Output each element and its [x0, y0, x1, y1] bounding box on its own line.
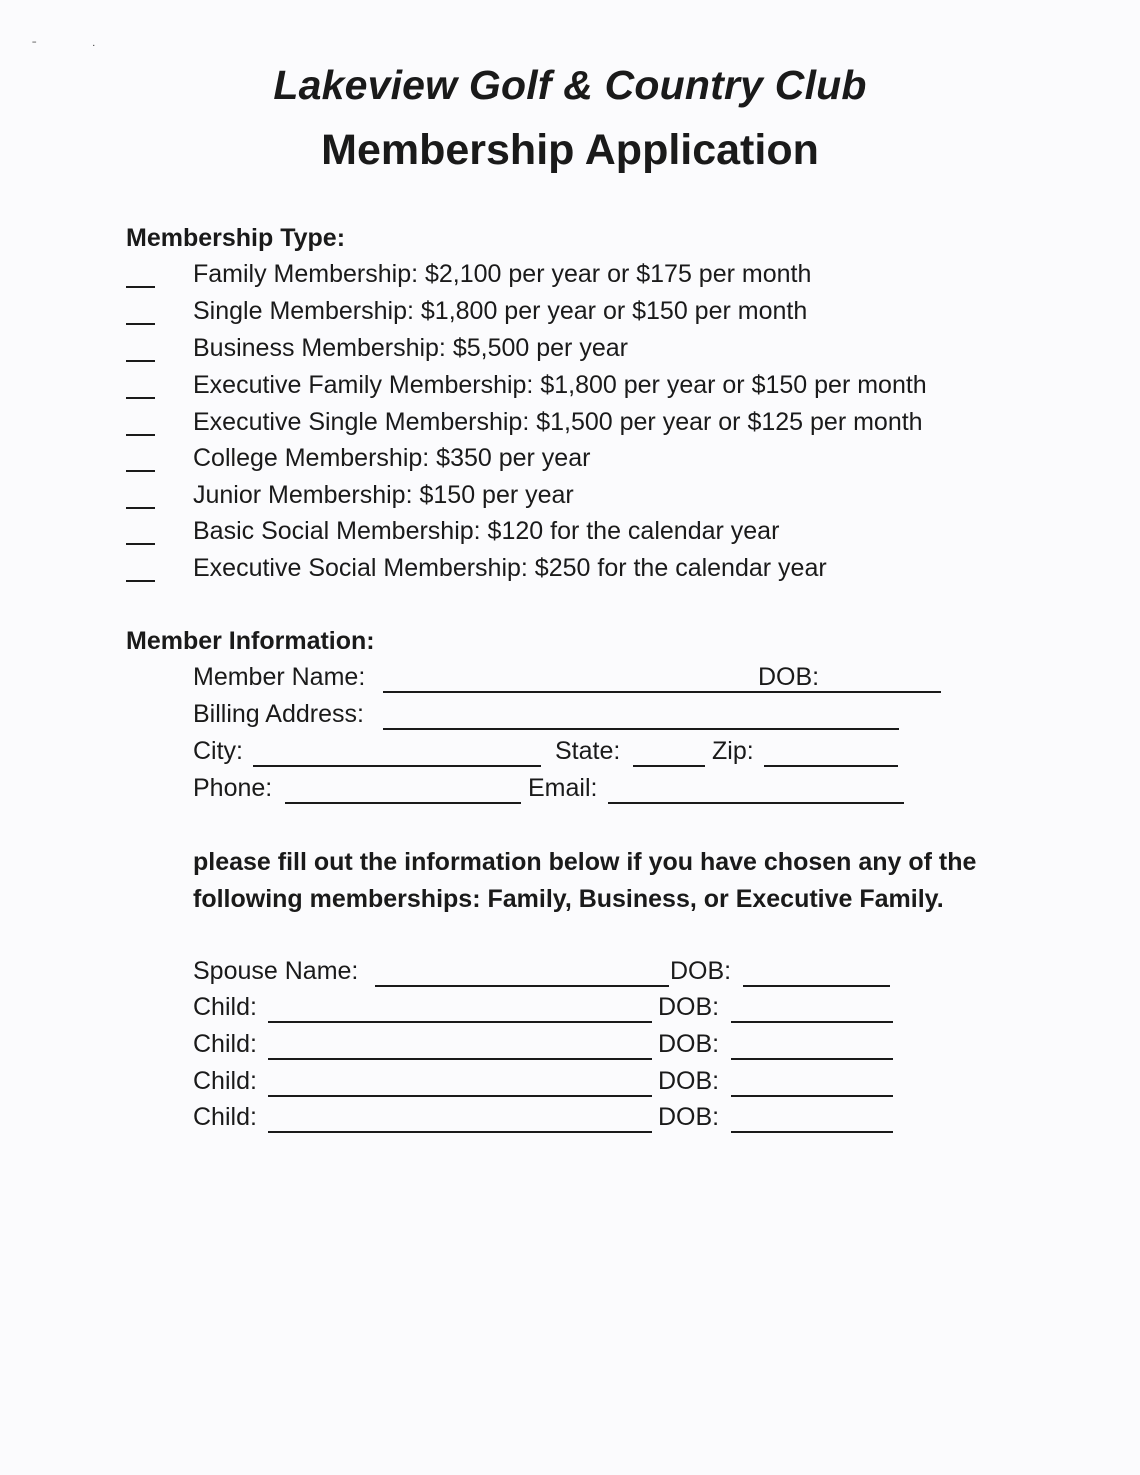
state-field[interactable]	[633, 765, 705, 767]
membership-option-label: Junior Membership: $150 per year	[193, 481, 574, 509]
checkbox-blank[interactable]	[126, 580, 155, 582]
membership-option-junior[interactable]	[126, 481, 1026, 517]
city-state-zip-row	[193, 737, 993, 773]
membership-option-label: College Membership: $350 per year	[193, 444, 591, 472]
membership-option-basic-social[interactable]	[126, 517, 1026, 553]
child-dob-label: DOB:	[658, 1067, 720, 1095]
membership-option-family[interactable]	[126, 260, 1026, 296]
checkbox-blank[interactable]	[126, 507, 155, 509]
child-row	[193, 1067, 993, 1103]
membership-option-label: Executive Family Membership: $1,800 per year or $150 per month	[193, 371, 927, 399]
city-label: City:	[193, 737, 243, 765]
zip-label: Zip:	[712, 737, 754, 765]
membership-option-label: Executive Social Membership: $250 for the calendar year	[193, 554, 827, 582]
child-dob-field[interactable]	[731, 1058, 893, 1060]
billing-address-field[interactable]	[383, 728, 899, 730]
child-label: Child:	[193, 1103, 257, 1131]
checkbox-blank[interactable]	[126, 470, 155, 472]
membership-option-executive-single[interactable]	[126, 408, 1026, 444]
child-name-field[interactable]	[268, 1058, 652, 1060]
membership-option-single[interactable]	[126, 297, 1026, 333]
checkbox-blank[interactable]	[126, 543, 155, 545]
billing-address-row	[193, 700, 993, 736]
child-name-field[interactable]	[268, 1021, 652, 1023]
member-dob-label: DOB:	[758, 663, 820, 691]
checkbox-blank[interactable]	[126, 397, 155, 399]
membership-option-college[interactable]	[126, 444, 1026, 480]
member-name-row	[193, 663, 993, 699]
spouse-dob-field[interactable]	[743, 985, 890, 987]
club-name: Lakeview Golf & Country Club	[273, 62, 867, 108]
zip-field[interactable]	[764, 765, 898, 767]
member-dob-field[interactable]	[831, 691, 905, 693]
phone-email-row	[193, 774, 993, 810]
child-label: Child:	[193, 993, 257, 1021]
checkbox-blank[interactable]	[126, 286, 155, 288]
membership-option-business[interactable]	[126, 334, 1026, 370]
state-label: State:	[555, 737, 621, 765]
child-dob-field[interactable]	[731, 1131, 893, 1133]
family-section-note: please fill out the information below if you have chosen any of the following memberships: Family, Business, or Executive Family.	[193, 848, 977, 913]
child-dob-label: DOB:	[658, 993, 720, 1021]
membership-option-label: Basic Social Membership: $120 for the calendar year	[193, 517, 780, 545]
checkbox-blank[interactable]	[126, 323, 155, 325]
membership-option-executive-family[interactable]	[126, 371, 1026, 407]
billing-address-label: Billing Address:	[193, 700, 364, 728]
spouse-row	[193, 957, 993, 993]
spouse-name-label: Spouse Name:	[193, 957, 359, 985]
child-row	[193, 1030, 993, 1066]
child-name-field[interactable]	[268, 1095, 652, 1097]
member-information-heading: Member Information:	[126, 627, 375, 655]
membership-option-label: Business Membership: $5,500 per year	[193, 334, 628, 362]
phone-label: Phone:	[193, 774, 273, 802]
spouse-dob-label: DOB:	[670, 957, 732, 985]
scan-speck: ˙	[92, 42, 97, 58]
membership-type-heading: Membership Type:	[126, 224, 346, 252]
child-row	[193, 1103, 993, 1139]
scan-speck: ˉ	[32, 38, 37, 54]
child-name-field[interactable]	[268, 1131, 652, 1133]
email-field[interactable]	[608, 802, 904, 804]
child-row	[193, 993, 993, 1029]
city-field[interactable]	[253, 765, 541, 767]
child-dob-label: DOB:	[658, 1103, 720, 1131]
child-label: Child:	[193, 1030, 257, 1058]
form-title: Membership Application	[321, 126, 819, 174]
phone-field[interactable]	[285, 802, 521, 804]
membership-option-label: Executive Single Membership: $1,500 per year or $125 per month	[193, 408, 923, 436]
membership-option-label: Family Membership: $2,100 per year or $175 per month	[193, 260, 812, 288]
checkbox-blank[interactable]	[126, 434, 155, 436]
child-dob-field[interactable]	[731, 1095, 893, 1097]
checkbox-blank[interactable]	[126, 360, 155, 362]
spouse-name-field[interactable]	[375, 985, 669, 987]
member-name-label: Member Name:	[193, 663, 366, 691]
child-label: Child:	[193, 1067, 257, 1095]
child-dob-field[interactable]	[731, 1021, 893, 1023]
membership-option-executive-social[interactable]	[126, 554, 1026, 590]
child-dob-label: DOB:	[658, 1030, 720, 1058]
email-label: Email:	[528, 774, 598, 802]
membership-option-label: Single Membership: $1,800 per year or $150 per month	[193, 297, 808, 325]
